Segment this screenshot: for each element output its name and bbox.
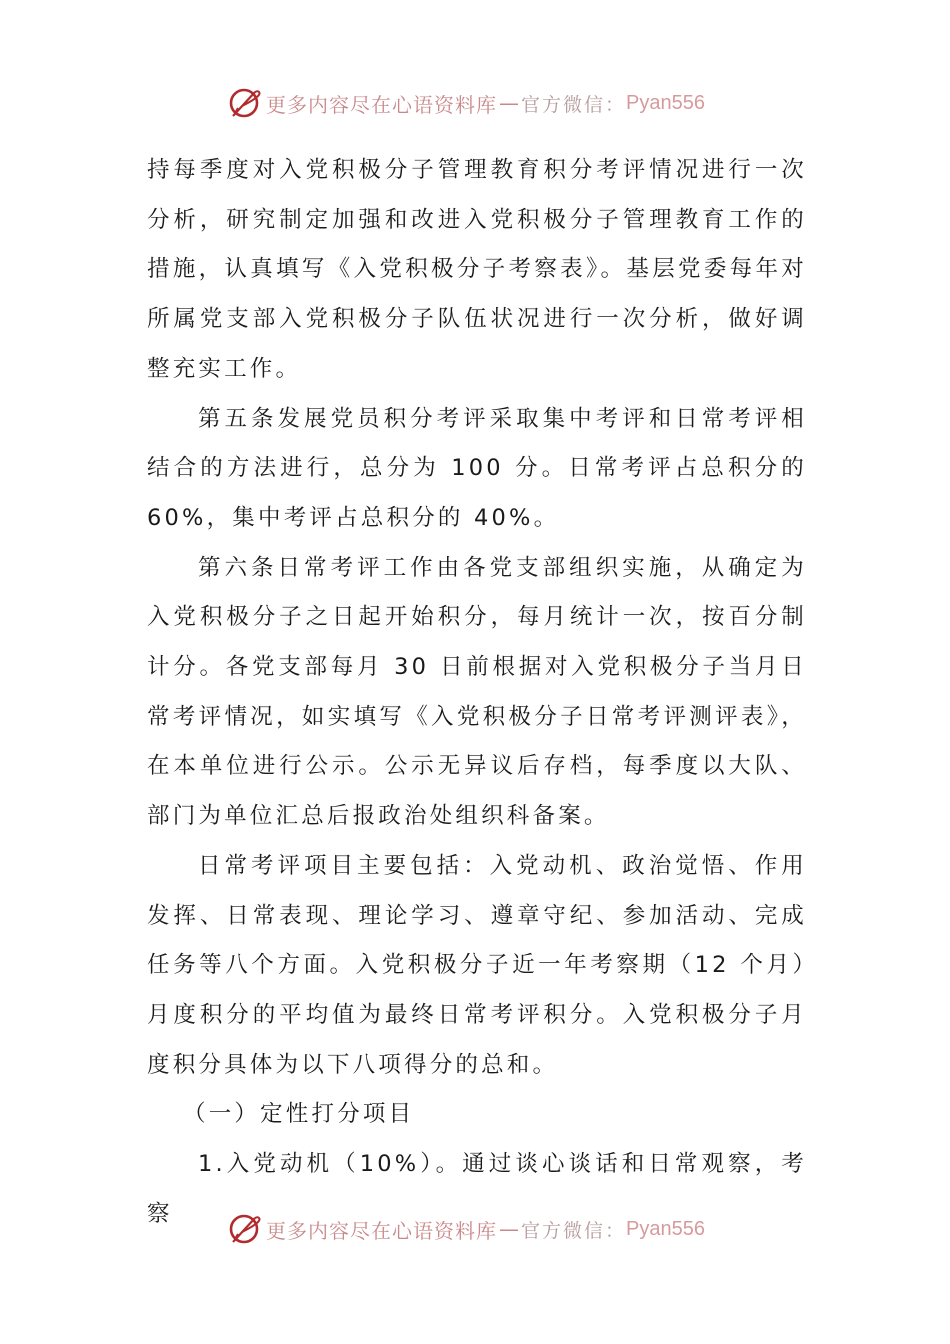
paragraph-article-5: 第五条发展党员积分考评采取集中考评和日常考评相结合的方法进行，总分为 100 分。日常考评占总积分的 60%，集中考评占总积分的 40%。	[147, 405, 807, 531]
footer-watermark	[228, 1212, 705, 1246]
watermark-label: 官方微信：	[521, 93, 627, 116]
section-heading: （一）定性打分项目	[183, 1101, 415, 1128]
paragraph-article-6: 第六条日常考评工作由各党支部组织实施，从确定为入党积极分子之日起开始积分，每月统计一次，按百分制计分。各党支部每月 30 日前根据对入党积极分子当月日常考评情况，如实填写《入党积极分子日常考评测评表》，在本单位进行公示。公示无异议后存档，每季度以大队、部门为单位汇总后报政治处组织科备案。	[147, 554, 807, 830]
header-watermark	[228, 86, 705, 120]
watermark-text: 更多内容尽在心语资料库	[266, 1218, 497, 1243]
watermark-separator: —	[499, 1217, 519, 1241]
watermark-separator: —	[499, 91, 519, 115]
quill-logo-icon	[228, 86, 262, 120]
paragraph-daily-items: 日常考评项目主要包括：入党动机、政治觉悟、作用发挥、日常表现、理论学习、遵章守纪、参加活动、完成任务等八个方面。入党积极分子近一年考察期（12 个月）月度积分的平均值为最终日常考评积分。入党积极分子月度积分具体为以下八项得分的总和。	[147, 852, 807, 1078]
watermark-text: 更多内容尽在心语资料库	[266, 92, 497, 117]
watermark-handle: Pyan556	[626, 91, 705, 114]
quill-logo-icon	[228, 1212, 262, 1246]
watermark-handle: Pyan556	[626, 1217, 705, 1240]
document-body	[147, 146, 807, 1239]
paragraph-item-1: 1.入党动机（10%）。通过谈心谈话和日常观察，考察	[147, 1151, 807, 1227]
paragraph-continued: 持每季度对入党积极分子管理教育积分考评情况进行一次分析，研究制定加强和改进入党积极分子管理教育工作的措施，认真填写《入党积极分子考察表》。基层党委每年对所属党支部入党积极分子队伍状况进行一次分析，做好调整充实工作。	[147, 157, 807, 382]
watermark-label: 官方微信：	[521, 1219, 627, 1242]
